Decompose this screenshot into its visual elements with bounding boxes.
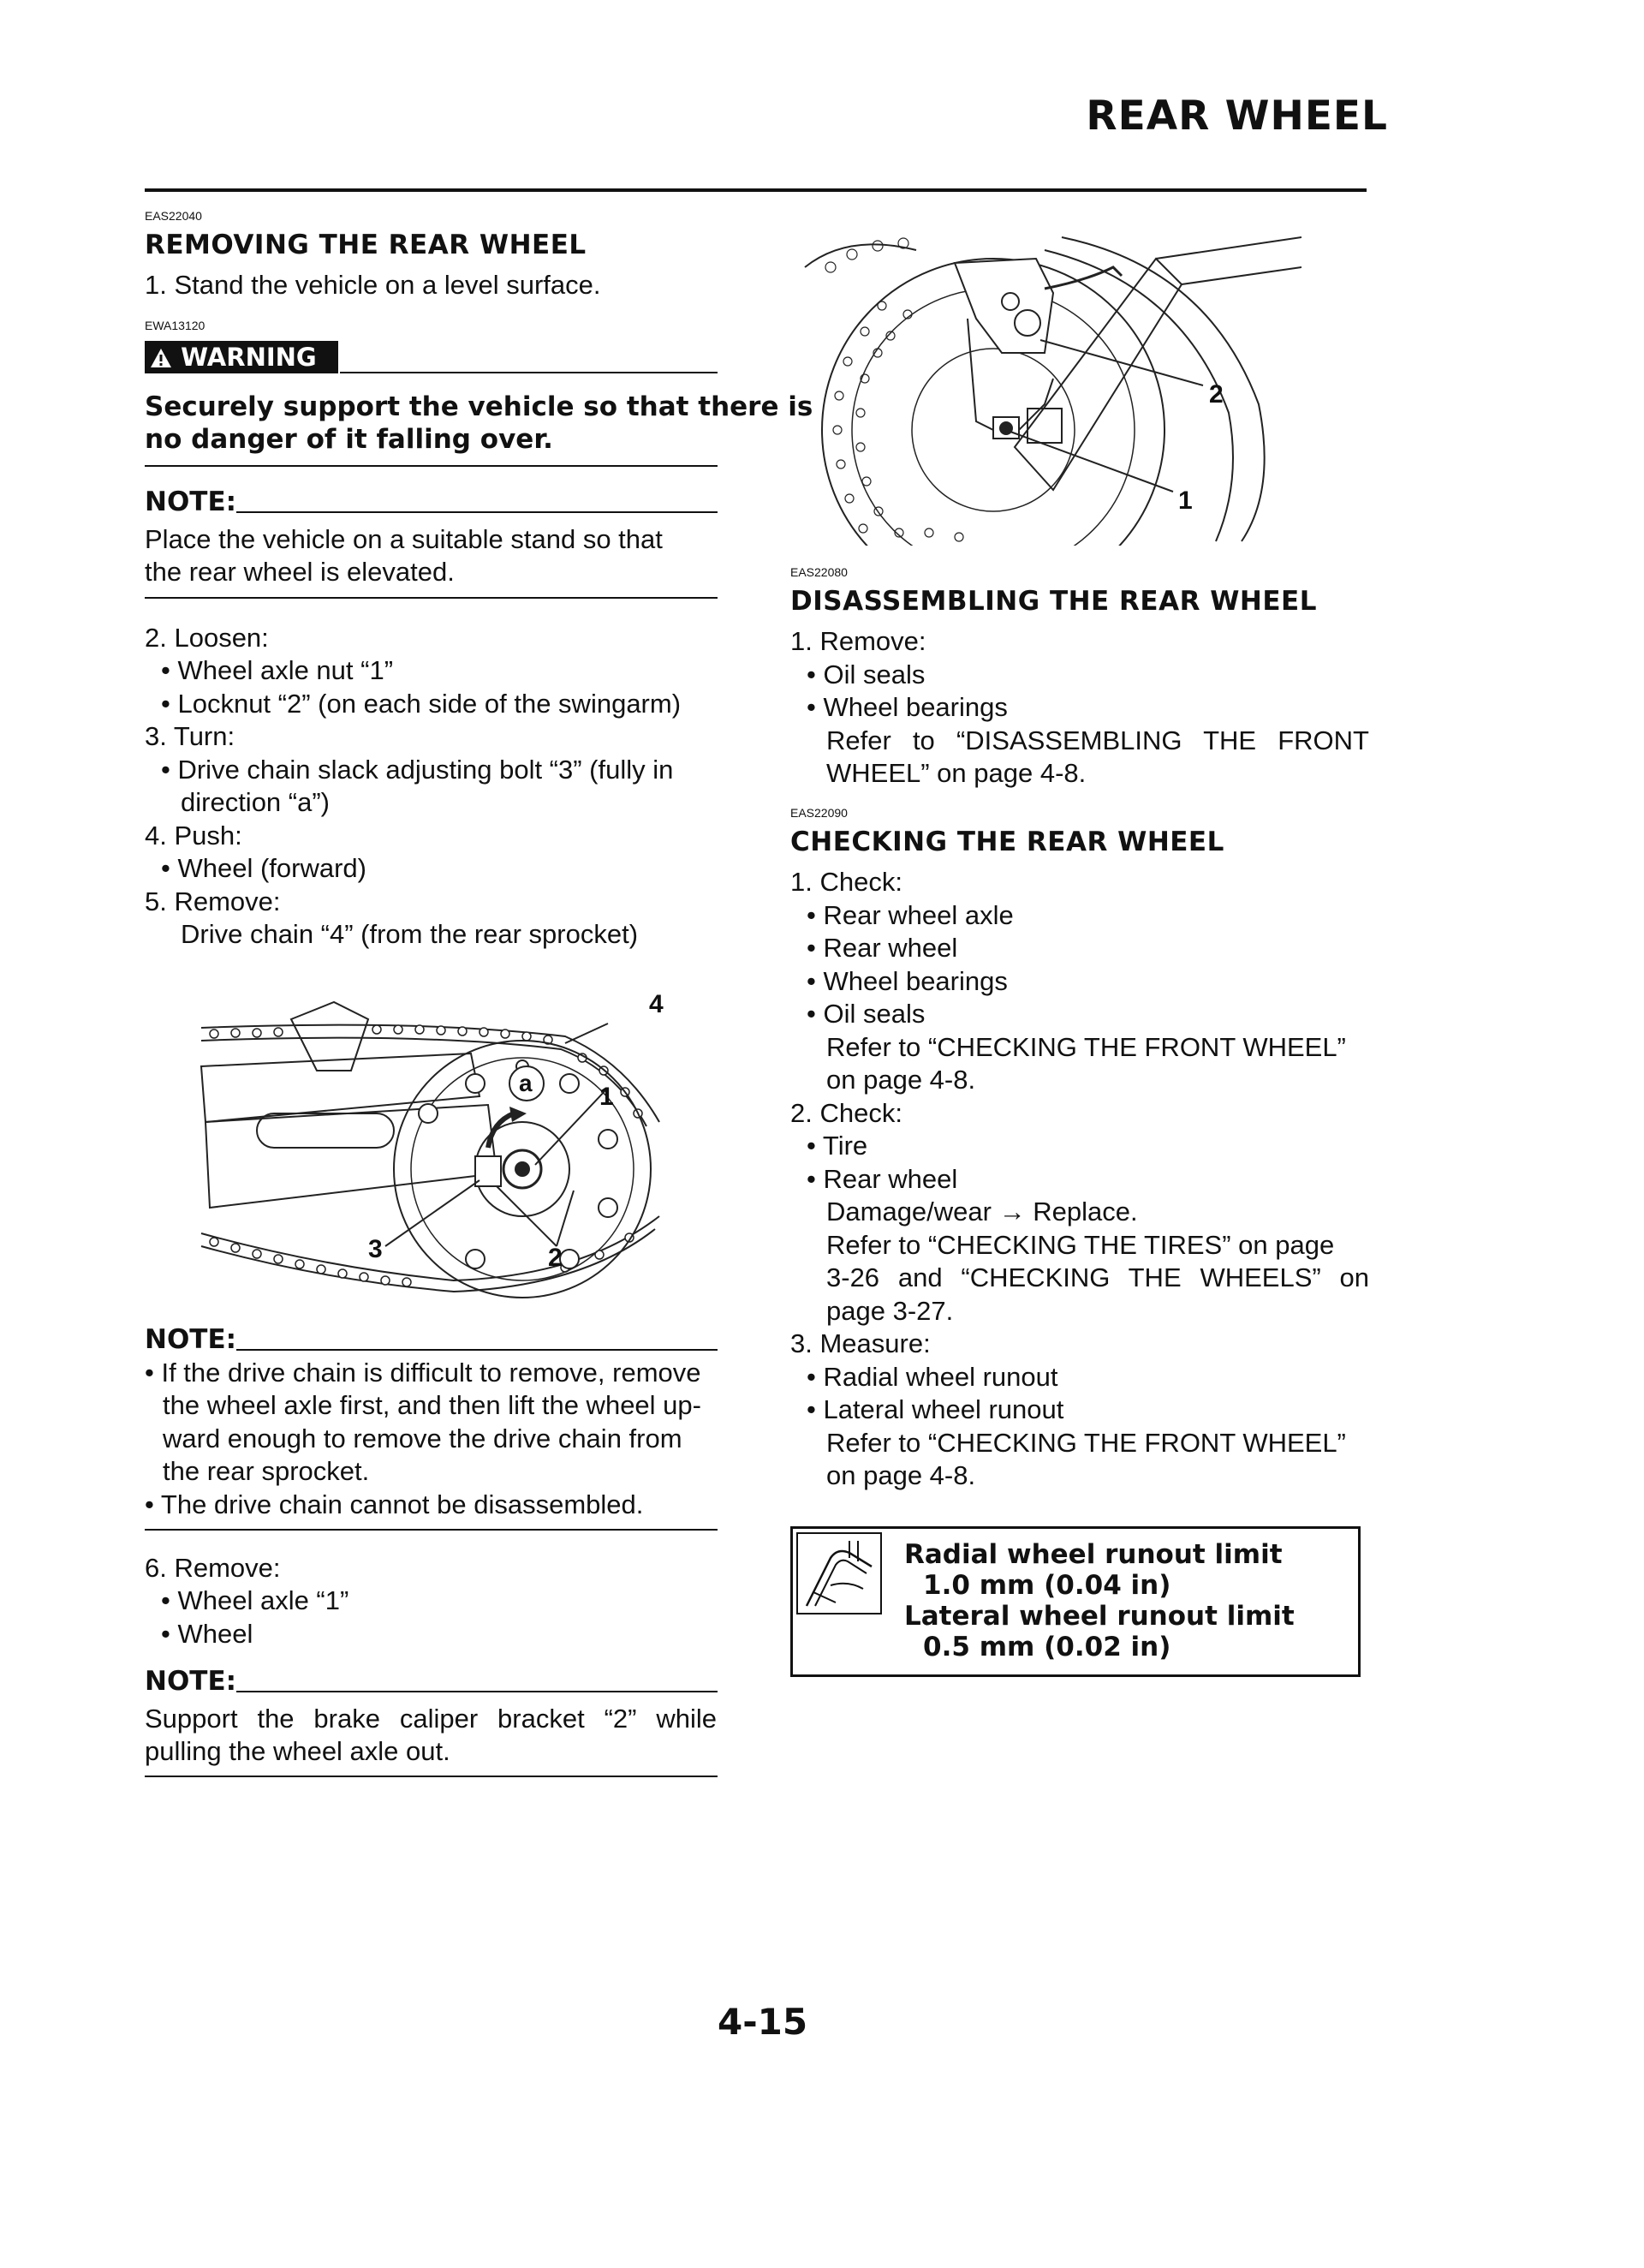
step-6: 6. Remove: xyxy=(145,1553,281,1583)
note1-line1: Place the vehicle on a suitable stand so that xyxy=(145,524,663,554)
fig2-label-4: 4 xyxy=(649,990,664,1018)
brake-caliper-illustration xyxy=(796,233,1302,546)
c-ref2-line2: 3-26 and “CHECKING THE WHEELS” on xyxy=(826,1262,1369,1292)
d-ref-line2: WHEEL” on page 4-8. xyxy=(826,758,1087,788)
heading-removing-rear-wheel: REMOVING THE REAR WHEEL xyxy=(145,230,587,260)
step-2-bullet-2: • Locknut “2” (on each side of the swingarm) xyxy=(161,689,682,719)
note2-bullet-1-line3: ward enough to remove the drive chain from xyxy=(163,1423,682,1453)
section-code: EAS22040 xyxy=(145,209,202,223)
step-2: 2. Loosen: xyxy=(145,623,269,653)
c-bullet-1: • Rear wheel axle xyxy=(807,900,1014,930)
step-3-bullet-1-line1: • Drive chain slack adjusting bolt “3” (fully in xyxy=(161,755,674,785)
note1-line2: the rear wheel is elevated. xyxy=(145,557,455,587)
note2-bullet-1-line2: the wheel axle first, and then lift the wheel up- xyxy=(163,1390,701,1420)
d-bullet-2: • Wheel bearings xyxy=(807,692,1008,722)
drive-chain-illustration xyxy=(197,985,676,1302)
warning-code: EWA13120 xyxy=(145,319,206,332)
fig2-label-a: a xyxy=(519,1070,533,1096)
heading-disassembling-rear-wheel: DISASSEMBLING THE REAR WHEEL xyxy=(790,586,1317,617)
fig1-label-1: 1 xyxy=(1178,486,1193,515)
c-bullet-2: • Rear wheel xyxy=(807,933,958,963)
warning-rule-bottom xyxy=(145,465,718,467)
runout-spec-box xyxy=(790,1526,1361,1677)
c-ref2-line3: page 3-27. xyxy=(826,1296,954,1326)
c-ref1-line2: on page 4-8. xyxy=(826,1065,976,1095)
heading-checking-rear-wheel: CHECKING THE REAR WHEEL xyxy=(790,827,1224,857)
page-number: 4-15 xyxy=(718,2001,808,2043)
step-5: 5. Remove: xyxy=(145,886,281,916)
warning-badge xyxy=(145,341,338,373)
section-code: EAS22080 xyxy=(790,565,848,579)
header-divider xyxy=(145,188,1367,192)
lateral-runout-value: 0.5 mm (0.02 in) xyxy=(923,1632,1171,1662)
step-6-bullet-2: • Wheel xyxy=(161,1619,253,1649)
step-5-text: Drive chain “4” (from the rear sprocket) xyxy=(181,919,639,949)
c-ref3-line2: on page 4-8. xyxy=(826,1460,976,1490)
note-label: NOTE: xyxy=(145,1324,237,1355)
note-rule xyxy=(236,1349,718,1351)
step-3-bullet-1-line2: direction “a”) xyxy=(181,787,330,817)
note3-line1: Support the brake caliper bracket “2” while xyxy=(145,1704,717,1734)
note-rule xyxy=(236,1691,718,1692)
c-bullet-6: • Rear wheel xyxy=(807,1164,958,1194)
c-ref3-line1: Refer to “CHECKING THE FRONT WHEEL” xyxy=(826,1428,1346,1458)
lateral-runout-label: Lateral wheel runout limit xyxy=(904,1601,1295,1632)
radial-runout-value: 1.0 mm (0.04 in) xyxy=(923,1570,1171,1601)
warning-triangle-icon xyxy=(150,348,172,368)
c-step-2: 2. Check: xyxy=(790,1098,902,1128)
note2-rule-bottom xyxy=(145,1529,718,1531)
c-bullet-3: • Wheel bearings xyxy=(807,966,1008,996)
c-ref1-line1: Refer to “CHECKING THE FRONT WHEEL” xyxy=(826,1032,1346,1062)
step-3: 3. Turn: xyxy=(145,721,235,751)
warning-text-line1: Securely support the vehicle so that there is xyxy=(145,391,813,422)
c-bullet-7: • Radial wheel runout xyxy=(807,1362,1058,1392)
dial-gauge-icon xyxy=(796,1532,882,1614)
note2-bullet-1-line4: the rear sprocket. xyxy=(163,1456,370,1486)
step-1: 1. Stand the vehicle on a level surface. xyxy=(145,270,601,300)
fig2-label-3: 3 xyxy=(368,1235,383,1263)
step-2-bullet-1: • Wheel axle nut “1” xyxy=(161,655,394,685)
step-4: 4. Push: xyxy=(145,821,242,850)
c-ref2-line1: Refer to “CHECKING THE TIRES” on page xyxy=(826,1230,1335,1260)
note3-line2: pulling the wheel axle out. xyxy=(145,1736,450,1766)
note-label: NOTE: xyxy=(145,486,237,517)
step-4-bullet-1: • Wheel (forward) xyxy=(161,853,366,883)
c-bullet-8: • Lateral wheel runout xyxy=(807,1394,1064,1424)
radial-runout-label: Radial wheel runout limit xyxy=(904,1539,1283,1570)
section-code: EAS22090 xyxy=(790,806,848,820)
note-label: NOTE: xyxy=(145,1666,237,1697)
c-bullet-4: • Oil seals xyxy=(807,999,926,1029)
fig2-label-1: 1 xyxy=(599,1083,614,1111)
d-step-1: 1. Remove: xyxy=(790,626,926,656)
fig2-label-2: 2 xyxy=(548,1244,563,1272)
c-step-1: 1. Check: xyxy=(790,867,902,897)
page-title: REAR WHEEL xyxy=(1086,93,1388,140)
note3-rule-bottom xyxy=(145,1776,718,1777)
warning-text-line2: no danger of it falling over. xyxy=(145,424,553,455)
c-step-3: 3. Measure: xyxy=(790,1328,931,1358)
d-ref-line1: Refer to “DISASSEMBLING THE FRONT xyxy=(826,725,1369,755)
d-bullet-1: • Oil seals xyxy=(807,660,926,689)
note1-rule-bottom xyxy=(145,597,718,599)
c-damage: Damage/wear → Replace. xyxy=(826,1197,1138,1227)
warning-label: WARNING xyxy=(181,343,317,372)
note-rule xyxy=(236,511,718,513)
note2-bullet-2: • The drive chain cannot be disassembled. xyxy=(145,1489,644,1519)
step-6-bullet-1: • Wheel axle “1” xyxy=(161,1585,349,1615)
note2-bullet-1-line1: • If the drive chain is difficult to remove, remove xyxy=(145,1358,701,1388)
warning-rule-top xyxy=(340,372,718,373)
fig1-label-2: 2 xyxy=(1209,380,1224,409)
c-bullet-5: • Tire xyxy=(807,1131,868,1161)
